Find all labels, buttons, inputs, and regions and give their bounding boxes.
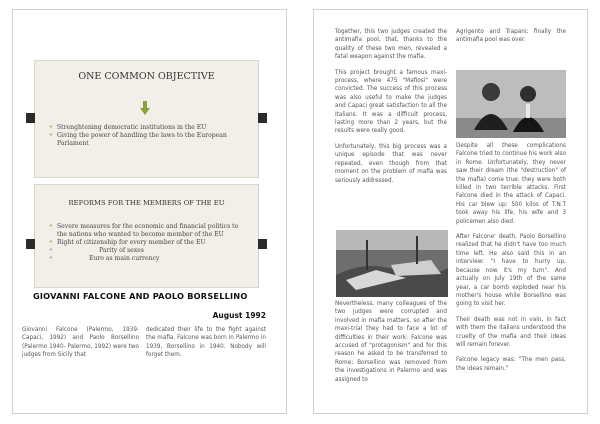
left-column-2 (146, 326, 266, 367)
slide-reforms (34, 184, 259, 288)
paragraph: Together, this two judges created the antimafia pool, that, thanks to the quality of these two men, revealed a fatal weapon against the mafia. (335, 29, 447, 61)
slide-bullet: • Parity of sexes (49, 247, 250, 255)
slide-clip (26, 113, 35, 123)
slide-bullet: • Severe measures for the economic and financial politics to the nations who wanted to become member of the EU (49, 223, 250, 239)
photo-boats (336, 230, 448, 297)
slide-bullets (49, 223, 250, 263)
right-column-1 (335, 28, 447, 192)
paragraph: After Falcone' death, Paolo Borsellino realized that he didn't have too much time left. He also said this in an interview: "I have to hurry up, because now it's my turn". And actually on July 19th of the same year, a car bomb exploded near his mother's house while Borsellino was going to visit her. (456, 234, 566, 308)
slide-clip (258, 113, 267, 123)
paragraph: This project brought a famous maxi-process, where 475 "Mafiosi" were convicted. The success of this process was also useful to make the judges and Capaci great satisfaction to all the Italians. It was a difficult process, lasting more than 2 years, but the results were really good. (335, 69, 447, 135)
slide-bullet: • Euro as main currency (49, 255, 250, 263)
paragraph: Their death was not in vain, in fact with them the Italians understood the cruelty of the mafia and their ideas will remain forever. (456, 316, 566, 348)
slide-bullet: • Right of citizenship for every member of the EU (49, 239, 250, 247)
article-date: August 1992 (212, 311, 266, 320)
paragraph: Despite all these complications Falcone tried to continue his work also in Rome. Unfortunately, they never saw their dream (the "destruction" of the mafia) come true: they were both killed in two terrible attacks. First Falcone died in the attack of Capaci. His car blew up: 500 kilos of T.N.T took away his life, his wife and 3 policemen also died. (456, 143, 566, 225)
right-column-2-top (456, 28, 566, 52)
paragraph: Falcone legacy was: "The men pass, the ideas remain." (456, 357, 566, 372)
slide-clip (258, 239, 267, 249)
right-page (313, 9, 588, 414)
paragraph: dedicated their life to the fight against the mafia. Falcone was born in Palermo in 1939, Borsellino in 1940. Nobody will forget them. (146, 327, 266, 359)
slide-title: REFORMS FOR THE MEMBERS OF THE EU (68, 199, 225, 207)
right-column-2 (456, 142, 566, 380)
paragraph: Nevertheless, many colleagues of the two judges were corrupted and involved in mafia matters, so after the maxi-trial they had to face a lot of difficulties in their work: Falcone was accused of "protagonism" and for this reason he asked to be transferred to Rome; Borsellino was removed from the investigations in Palermo and was assigned to (335, 301, 447, 383)
paragraph: Giovanni Falcone (Palermo, 1939- Capaci, 1992) and Paolo Borsellino (Palermo 1940- Palermo, 1992) were two judges from Sicily that (22, 327, 139, 359)
slide-title: ONE COMMON OBJECTIVE (78, 71, 215, 82)
slide-bullet: • Strenghtening democratic institutions in the EU (49, 124, 250, 132)
slide-bullets (49, 124, 250, 148)
slide-bullet: • Giving the power of handling the laws to the European Parlament (49, 132, 250, 148)
left-page (12, 9, 287, 414)
slide-one-common-objective (34, 60, 259, 178)
slide-clip (26, 239, 35, 249)
photo-judges (456, 70, 566, 138)
paragraph: Agrigento and Trapani; finally the antimafia pool was over. (456, 29, 566, 44)
right-column-1-lower (335, 300, 447, 391)
left-column-1 (22, 326, 139, 367)
paragraph: Unfortunately, this big process was a unique episode that was never repeated, even though from that moment on the problem of mafia was seriously addressed. (335, 143, 447, 184)
article-heading: GIOVANNI FALCONE AND PAOLO BORSELLINO (33, 291, 248, 301)
arrow-down-icon (140, 101, 150, 115)
